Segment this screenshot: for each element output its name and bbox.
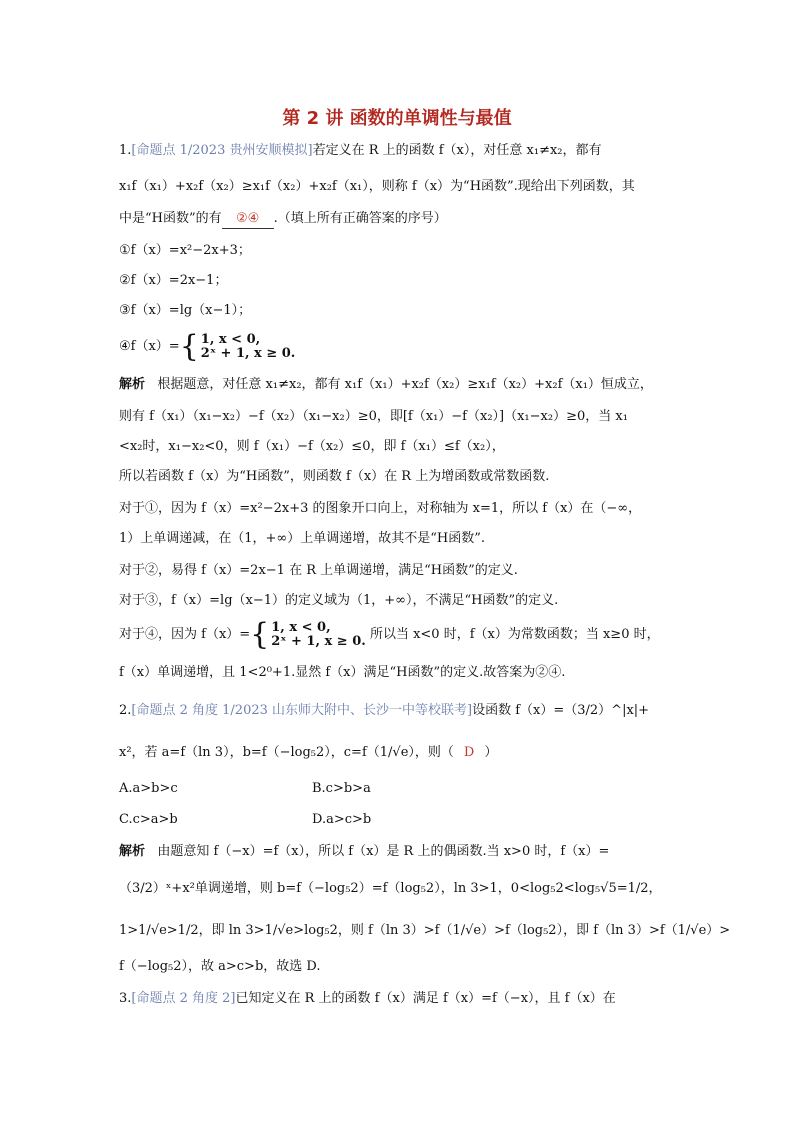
q3-stem-line1 xyxy=(119,990,616,1008)
q1-solution-sol4-suffix: 所以当 x<0 时，f（x）为常数函数；当 x≥0 时， xyxy=(369,627,660,642)
q3-number: 3. xyxy=(119,991,132,1006)
q3-source: [命题点 2 角度 2] xyxy=(131,991,236,1006)
q2-stem-text2b: ） xyxy=(484,745,498,760)
piecewise-cases xyxy=(201,333,296,361)
q1-option-2: ②f（x）=2x−1； xyxy=(119,273,228,288)
q2-stem-text1: 设函数 f（x）=（3/2）^|x|+ xyxy=(472,703,650,718)
q1-solution-line7: 对于②，易得 f（x）=2x−1 在 R 上单调递增，满足“H函数”的定义. xyxy=(119,563,518,578)
q1-source: [命题点 1/2023 贵州安顺模拟] xyxy=(131,143,313,158)
q2-choice-a: A.a>b>c xyxy=(119,781,178,796)
q2-number: 2. xyxy=(119,703,132,718)
q1-solution-line2: 则有 f（x₁）（x₁−x₂）−f（x₂）（x₁−x₂）≥0，即[f（x₁）−f（x₂）]（x₁−x₂）≥0，当 x₁ xyxy=(119,409,628,424)
piecewise-solution-case-1: 1, x < 0, xyxy=(271,620,331,635)
q1-solution-line10: f（x）单调递增，且 1<2⁰+1.显然 f（x）满足“H函数”的定义.故答案为②④. xyxy=(119,665,566,680)
q1-stem-text3a: 中是“H函数”的有 xyxy=(119,211,222,226)
q2-solution-text1: 由题意知 f（−x）=f（x），所以 f（x）是 R 上的偶函数.当 x>0 时，f（x）= xyxy=(157,844,610,859)
q1-solution-line8: 对于③，f（x）=lg（x−1）的定义域为（1，+∞），不满足“H函数”的定义. xyxy=(119,593,559,608)
q2-stem-line1 xyxy=(119,702,649,720)
q1-answer-blank: ②④ xyxy=(222,210,274,229)
q2-choice-c: C.c>a>b xyxy=(119,812,178,827)
q2-stem-text2a: x²，若 a=f（ln 3），b=f（−log₅2），c=f（1/√e），则（ xyxy=(119,745,454,760)
q1-solution-label: 解析 xyxy=(119,377,146,392)
q1-option-1: ①f（x）=x²−2x+3； xyxy=(119,243,251,258)
q2-answer: D xyxy=(463,745,475,760)
q1-solution-line4: 所以若函数 f（x）为“H函数”，则函数 f（x）在 R 上为增函数或常数函数. xyxy=(119,469,550,484)
q2-choice-b: B.c>b>a xyxy=(312,781,371,796)
q2-solution-line2: （3/2）ˣ+x²单调递增，则 b=f（−log₅2）=f（log₅2），ln 3>1，0<log₅2<log₅√5=1/2， xyxy=(119,881,662,896)
q1-stem-line3 xyxy=(119,210,447,229)
q2-source: [命题点 2 角度 1/2023 山东师大附中、长沙一中等校联考] xyxy=(131,703,473,718)
q1-solution-line9 xyxy=(119,617,660,652)
q2-solution-line1 xyxy=(119,843,609,861)
page-title: 第 2 讲 函数的单调性与最值 xyxy=(282,108,512,129)
q1-solution-line3: <x₂时，x₁−x₂<0，则 f（x₁）−f（x₂）≤0，即 f（x₁）≤f（x₂）， xyxy=(119,439,505,454)
piecewise-brace-solution: { xyxy=(250,617,270,652)
q1-solution-line1 xyxy=(119,376,653,394)
q1-number: 1. xyxy=(119,143,132,158)
q2-stem-line2 xyxy=(119,744,497,762)
q1-option-3: ③f（x）=lg（x−1）； xyxy=(119,303,252,318)
q1-stem-line1 xyxy=(119,142,602,160)
piecewise-case-1: 1, x < 0, xyxy=(200,332,261,347)
piecewise-solution-case-2: 2ˣ + 1, x ≥ 0. xyxy=(271,634,366,649)
q2-solution-line4: f（−log₅2），故 a>c>b，故选 D. xyxy=(119,959,321,974)
q1-stem-text3b: .（填上所有正确答案的序号） xyxy=(273,211,447,226)
piecewise-brace: { xyxy=(179,329,199,364)
q2-solution-line3: 1>1/√e>1/2，即 ln 3>1/√e>log₅2，则 f（ln 3）>f（1/√e）>f（log₅2），即 f（ln 3）>f（1/√e）> xyxy=(119,923,731,938)
q1-solution-line5: 对于①，因为 f（x）=x²−2x+3 的图象开口向上，对称轴为 x=1，所以 f（x）在（−∞， xyxy=(119,501,642,516)
q1-stem-text1: 若定义在 R 上的函数 f（x），对任意 x₁≠x₂，都有 xyxy=(312,143,602,158)
q3-stem-text1: 已知定义在 R 上的函数 f（x）满足 f（x）=f（−x），且 f（x）在 xyxy=(235,991,616,1006)
q1-solution-line6: 1）上单调递减，在（1，+∞）上单调递增，故其不是“H函数”. xyxy=(119,531,486,546)
q2-solution-label: 解析 xyxy=(119,844,146,859)
q1-stem-line2: x₁f（x₁）+x₂f（x₂）≥x₁f（x₂）+x₂f（x₁），则称 f（x）为“H函数”.现给出下列函数，其 xyxy=(119,179,635,194)
piecewise-cases-solution xyxy=(271,621,366,649)
q1-solution-sol4-prefix: 对于④，因为 f（x）= xyxy=(119,627,251,642)
piecewise-case-2: 2ˣ + 1, x ≥ 0. xyxy=(200,346,296,361)
q2-choice-d: D.a>c>b xyxy=(312,812,372,827)
q1-option-4 xyxy=(119,329,296,364)
q1-option-4-prefix: ④f（x）= xyxy=(119,339,180,354)
q1-solution-text1: 根据题意，对任意 x₁≠x₂，都有 x₁f（x₁）+x₂f（x₂）≥x₁f（x₂）+x₂f（x₁）恒成立， xyxy=(157,377,653,392)
